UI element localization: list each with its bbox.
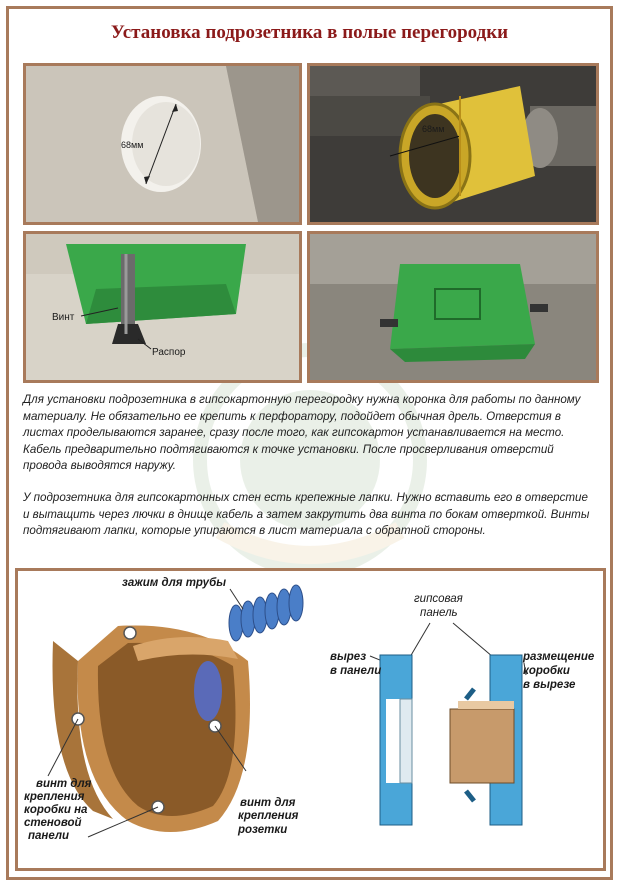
screw-socket-label-1: винт для [240,797,296,809]
screw-wall-label-2: крепления [24,791,85,803]
photo-drywall-hole [23,63,302,225]
spacer-label: Распор [152,347,186,358]
placement-label-2: коробки [523,665,570,677]
gypsum-panel-label-1: гипсовая [414,593,463,605]
tube-clamp-label: зажим для трубы [122,577,227,589]
tube-clamp-spring-icon [229,585,303,641]
gypsum-panel-label-2: панель [420,607,458,619]
paragraph-2: У подрозетника для гипсокартонных стен есть крепежные лапки. Нужно вставить его в отверстие и вытащить через лючки в днище кабель а затем закрутить два винта по бокам отверткой. Винты подтягивают лапки, которые упираются в лист материала с обратной стороны. [23,491,590,538]
screw-wall-label-1: винт для [36,778,92,790]
placement-label-3: в вырезе [523,679,576,691]
screw-wall-label-3: коробки на [24,804,88,816]
photo-box-floor [307,231,599,383]
screw-socket-label-3: розетки [238,824,288,836]
cross-section-illustration [380,655,522,825]
screw-wall-label-4: стеновой [24,817,82,829]
cutout-label-2: в панели [330,665,382,677]
diagram-drawing [18,571,603,868]
hole-dimension-label: 68мм [121,140,144,150]
placement-label-1: размещение [523,651,595,663]
photo-crown-bit [307,63,599,225]
screw-wall-label-5: панели [28,830,70,842]
cutout-label-1: вырез [330,651,367,663]
paragraph-1: Для установки подрозетника в гипсокартонную перегородку нужна коронка для работы по данному материалу. Не обязательно ее крепить к перфоратору, подойдет обычная дрель. Отверстия в листах проделываются заранее, сразу после того, как гипсокартон устанавливается на место. Кабель предварительно подтягиваются к точке установки. После просверливания отверстий провода выводятся наружу. [23,393,581,473]
photo-box-screw [23,231,302,383]
diagram-panel [15,568,606,871]
screw-socket-label-2: крепления [238,810,299,822]
screw-label: Винт [52,312,75,323]
page-title: Установка подрозетника в полые перегородки [110,22,509,43]
crown-dimension-label: 68мм [422,124,445,134]
